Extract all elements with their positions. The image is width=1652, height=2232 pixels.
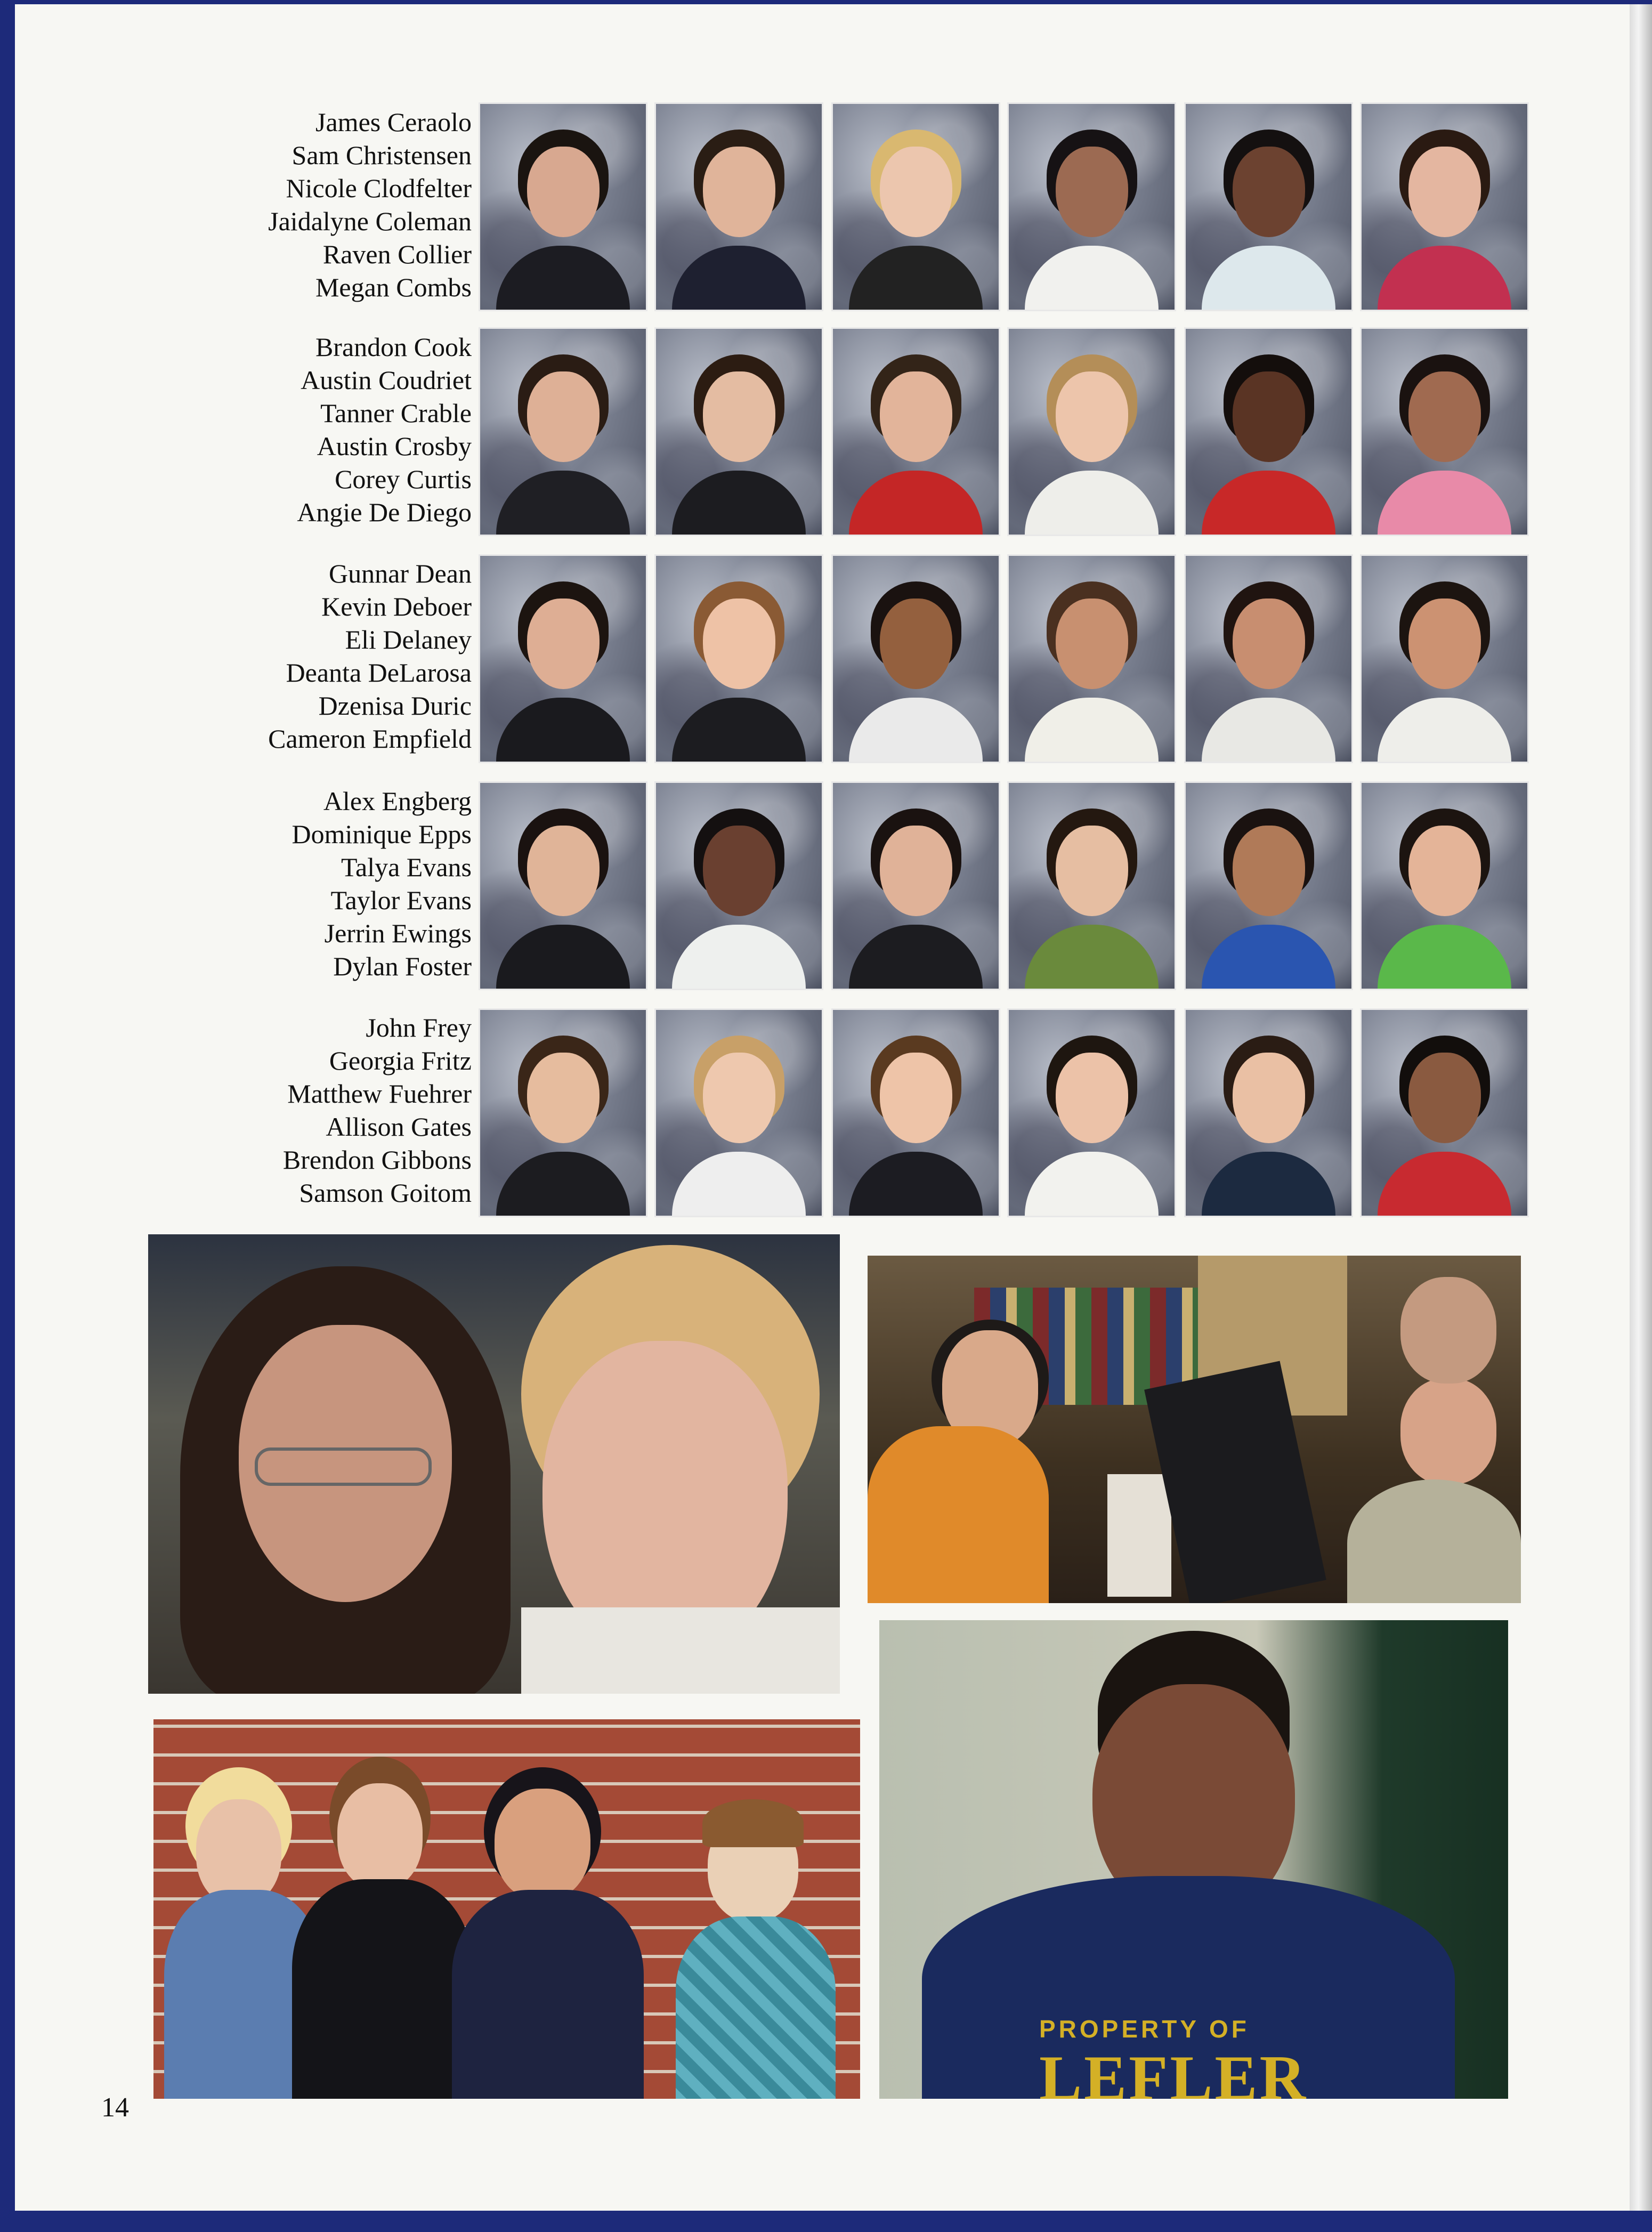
student-portrait — [479, 1008, 647, 1217]
student-portrait — [479, 554, 647, 763]
student-name: Georgia Fritz — [329, 1046, 472, 1075]
student-portrait — [1360, 327, 1529, 536]
student-portrait — [654, 781, 823, 990]
student-name: Eli Delaney — [345, 625, 472, 654]
student-portrait — [479, 781, 647, 990]
student-name: Matthew Fuehrer — [287, 1079, 472, 1109]
student-portrait — [1360, 102, 1529, 311]
candid-photo-brick-wall — [153, 1719, 860, 2099]
student-portrait — [1184, 781, 1353, 990]
student-name: Kevin Deboer — [321, 592, 472, 621]
student-portrait — [1184, 1008, 1353, 1217]
student-name: Tanner Crable — [320, 398, 472, 428]
student-portrait — [1007, 102, 1176, 311]
name-list-row-3 — [152, 557, 472, 755]
student-name: Megan Combs — [315, 272, 472, 302]
candid-photo-library — [868, 1256, 1521, 1603]
candid-photo-hoodie — [879, 1620, 1508, 2099]
student-portrait — [1007, 1008, 1176, 1217]
student-name: Samson Goitom — [299, 1178, 472, 1208]
sweatshirt-text-top: PROPERTY OF — [1039, 2015, 1250, 2043]
student-portrait — [1360, 1008, 1529, 1217]
name-list-row-2 — [152, 330, 472, 529]
student-name: Jaidalyne Coleman — [268, 206, 472, 236]
student-portrait — [831, 781, 1000, 990]
student-name: Gunnar Dean — [329, 559, 472, 588]
student-name: Alex Engberg — [323, 786, 472, 816]
student-name: Raven Collier — [322, 239, 472, 269]
student-name: Talya Evans — [341, 852, 472, 882]
student-name: Cameron Empfield — [268, 724, 472, 754]
student-portrait — [654, 327, 823, 536]
student-name: Taylor Evans — [330, 885, 472, 915]
student-name: James Ceraolo — [315, 107, 472, 137]
page-number: 14 — [101, 2092, 129, 2123]
student-name: Angie De Diego — [297, 497, 472, 527]
student-name: Deanta DeLarosa — [286, 658, 472, 688]
student-portrait — [831, 102, 1000, 311]
student-portrait — [1360, 781, 1529, 990]
student-portrait — [831, 327, 1000, 536]
student-name: Jerrin Ewings — [324, 918, 472, 948]
student-portrait — [1184, 327, 1353, 536]
student-name: Sam Christensen — [291, 140, 472, 170]
binding-edge — [1630, 4, 1652, 2211]
student-name: Allison Gates — [326, 1112, 472, 1142]
sweatshirt-text-bottom: LEFLER — [1039, 2042, 1308, 2099]
student-name: Corey Curtis — [335, 464, 472, 494]
student-portrait — [1184, 102, 1353, 311]
student-portrait — [654, 1008, 823, 1217]
student-portrait — [1007, 554, 1176, 763]
student-name: Austin Crosby — [317, 431, 472, 461]
student-portrait — [479, 327, 647, 536]
student-portrait — [831, 554, 1000, 763]
student-name: Nicole Clodfelter — [286, 173, 472, 203]
name-list-row-5 — [152, 1011, 472, 1209]
student-portrait — [654, 554, 823, 763]
student-portrait — [479, 102, 647, 311]
student-portrait — [1360, 554, 1529, 763]
candid-photo-two-girls — [148, 1234, 840, 1694]
student-name: Brendon Gibbons — [282, 1145, 472, 1175]
student-name: Dominique Epps — [291, 819, 472, 849]
student-portrait — [654, 102, 823, 311]
student-portrait — [831, 1008, 1000, 1217]
student-name: John Frey — [366, 1013, 472, 1042]
student-name: Dzenisa Duric — [318, 691, 472, 721]
name-list-row-4 — [152, 785, 472, 983]
student-portrait — [1007, 327, 1176, 536]
student-name: Dylan Foster — [333, 951, 472, 981]
student-name: Brandon Cook — [315, 332, 472, 362]
student-name: Austin Coudriet — [301, 365, 472, 395]
name-list-row-1 — [152, 106, 472, 304]
student-portrait — [1184, 554, 1353, 763]
student-portrait — [1007, 781, 1176, 990]
